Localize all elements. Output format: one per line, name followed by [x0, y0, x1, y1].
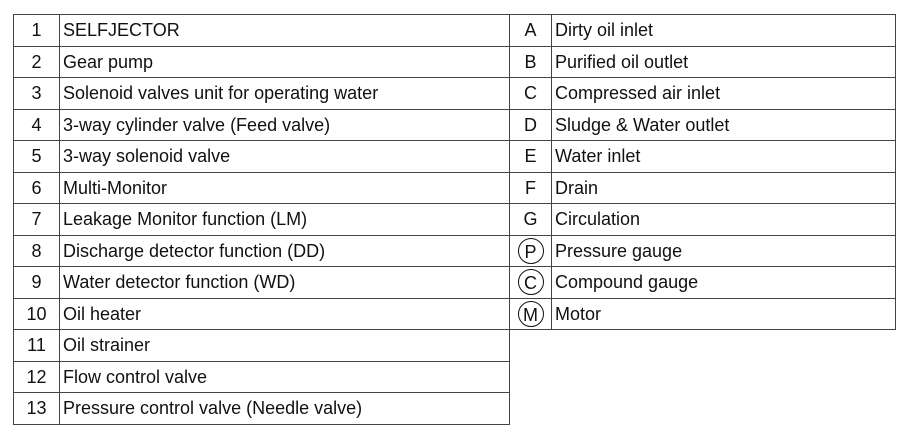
table-row: [14, 361, 510, 393]
table-row: [14, 46, 510, 78]
table-row: [510, 46, 896, 78]
component-number: 1: [14, 15, 60, 47]
component-number: 5: [14, 141, 60, 173]
connection-symbol: B: [510, 46, 552, 78]
component-number: 9: [14, 267, 60, 299]
component-number: 6: [14, 172, 60, 204]
component-number: 7: [14, 204, 60, 236]
connection-symbol: F: [510, 172, 552, 204]
table-row: [14, 298, 510, 330]
component-name: Oil strainer: [60, 330, 510, 362]
component-name: 3-way cylinder valve (Feed valve): [60, 109, 510, 141]
circled-symbol-icon: C: [518, 269, 544, 295]
connection-name: Circulation: [552, 204, 896, 236]
instrument-symbol-cell: [510, 235, 552, 267]
component-name: Water detector function (WD): [60, 267, 510, 299]
component-name: Pressure control valve (Needle valve): [60, 393, 510, 425]
table-row: [510, 204, 896, 236]
table-row: [510, 141, 896, 173]
component-number: 2: [14, 46, 60, 78]
table-row: [510, 235, 896, 267]
connection-symbol: D: [510, 109, 552, 141]
table-row: [510, 78, 896, 110]
component-name: Solenoid valves unit for operating water: [60, 78, 510, 110]
component-name: Oil heater: [60, 298, 510, 330]
components-table: [13, 14, 510, 425]
instrument-name: Compound gauge: [552, 267, 896, 299]
table-row: [14, 267, 510, 299]
component-number: 12: [14, 361, 60, 393]
connection-symbol: C: [510, 78, 552, 110]
connection-symbol: E: [510, 141, 552, 173]
connection-name: Water inlet: [552, 141, 896, 173]
connection-symbol: G: [510, 204, 552, 236]
component-number: 4: [14, 109, 60, 141]
table-row: [14, 172, 510, 204]
circled-symbol-icon: P: [518, 238, 544, 264]
connection-name: Sludge & Water outlet: [552, 109, 896, 141]
table-row: [14, 109, 510, 141]
connection-name: Compressed air inlet: [552, 78, 896, 110]
component-number: 11: [14, 330, 60, 362]
connections-table: [509, 14, 896, 330]
table-row: [14, 141, 510, 173]
component-number: 10: [14, 298, 60, 330]
table-row: [510, 267, 896, 299]
table-row: [510, 109, 896, 141]
table-row: [14, 15, 510, 47]
table-row: [510, 172, 896, 204]
instrument-symbol-cell: [510, 298, 552, 330]
component-name: SELFJECTOR: [60, 15, 510, 47]
components-table-body: [14, 15, 510, 425]
instrument-symbol-cell: [510, 267, 552, 299]
table-row: [510, 298, 896, 330]
component-name: Multi-Monitor: [60, 172, 510, 204]
component-name: 3-way solenoid valve: [60, 141, 510, 173]
table-row: [14, 78, 510, 110]
connection-name: Purified oil outlet: [552, 46, 896, 78]
table-row: [14, 393, 510, 425]
instrument-name: Pressure gauge: [552, 235, 896, 267]
table-row: [14, 330, 510, 362]
connection-name: Dirty oil inlet: [552, 15, 896, 47]
circled-symbol-icon: M: [518, 301, 544, 327]
component-name: Leakage Monitor function (LM): [60, 204, 510, 236]
component-number: 3: [14, 78, 60, 110]
connections-table-body: [510, 15, 896, 330]
component-number: 8: [14, 235, 60, 267]
table-row: [510, 15, 896, 47]
connection-symbol: A: [510, 15, 552, 47]
component-name: Flow control valve: [60, 361, 510, 393]
component-name: Discharge detector function (DD): [60, 235, 510, 267]
component-name: Gear pump: [60, 46, 510, 78]
table-row: [14, 235, 510, 267]
component-number: 13: [14, 393, 60, 425]
table-row: [14, 204, 510, 236]
instrument-name: Motor: [552, 298, 896, 330]
connection-name: Drain: [552, 172, 896, 204]
